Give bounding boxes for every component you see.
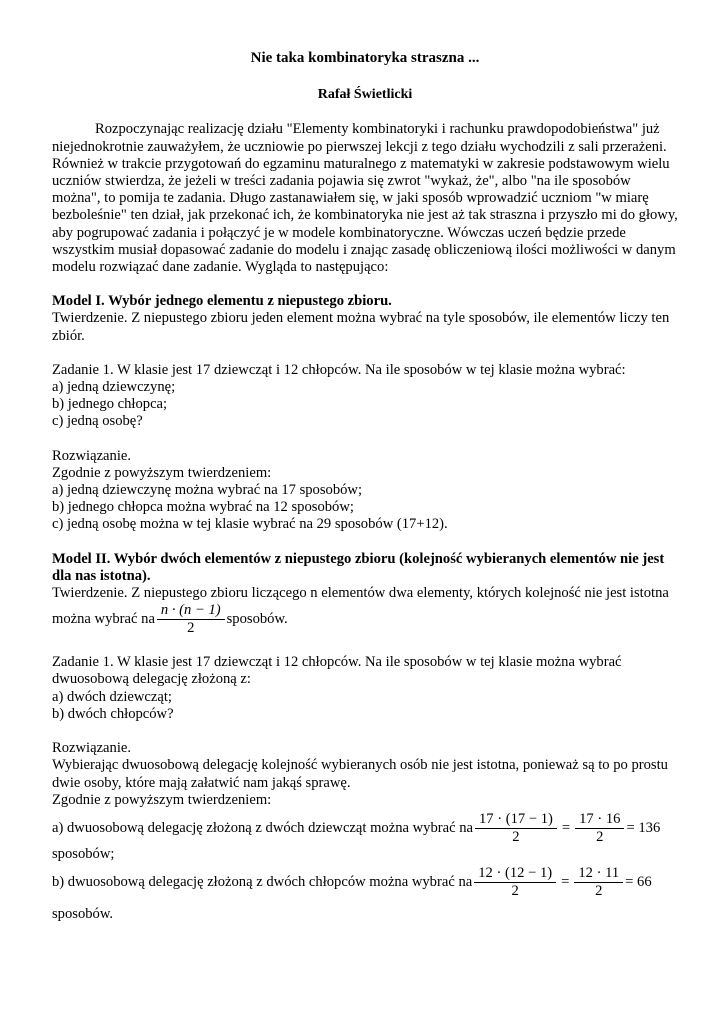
denominator: 2 [512,828,520,845]
model2-solution-a-result: = 136 [626,819,661,836]
model2-solution-a-fraction-1 [475,811,557,846]
model2-task-a: a) dwóch dziewcząt; [52,688,172,705]
numerator: 17 · 16 [575,811,624,829]
model2-solution-b-fraction-2 [574,865,623,900]
intro-paragraph: Rozpoczynając realizację działu "Elementy kombinatoryki i rachunku prawdopodobieństwa" już niejednokrotnie zauważyłem, że uczniowie po pierwszej lekcji z tego działu wychodzili z sali przerażeni. Również w trakcie przygotowań do egzaminu maturalnego z matematyki w zakresie podstawowym wielu uczniów stwierdza, że jeżeli w treści zadania pojawia się zwrot "wykaż, że", albo "na ile sposobów można", to pomija te zadania. Długo zastanawiałem się, w jaki sposób wprowadzić uczniom "w miarę bezboleśnie" ten dział, jak przekonać ich, że kombinatoryka nie jest aż tak straszna i przyszło mi do głowy, aby pogrupować zadania i połączyć je w modele kombinatoryczne. Wówczas uczeń będzie przede wszystkim musiał dopasować zadanie do modelu i znając zasadę obliczeniową ilości możliwości w danym modelu rozwiązać dane zadanie. Wygląda to następująco: [52,121,678,276]
numerator: 17 · (17 − 1) [475,811,557,829]
model2-formula-denominator: 2 [187,620,195,637]
model2-theorem-prefix: można wybrać na [52,611,155,628]
model2-solution-b-ways: sposobów. [52,906,114,923]
model1-heading: Model I. Wybór jednego elementu z niepustego zbioru. [52,293,392,310]
numerator: 12 · (12 − 1) [474,865,556,883]
model1-solution-label: Rozwiązanie. [52,447,132,464]
document-page [52,50,678,923]
model2-solution-a-ways: sposobów; [52,845,115,862]
denominator: 2 [595,883,603,900]
model1-solution-a: a) jedną dziewczynę można wybrać na 17 sposobów; [52,482,363,499]
model2-task-b: b) dwóch chłopców? [52,705,174,722]
model2-theorem-suffix: sposobów. [226,611,288,628]
model2-according: Zgodnie z powyższym twierdzeniem: [52,791,272,808]
denominator: 2 [596,828,604,845]
model2-solution-a-fraction-2 [575,811,624,846]
model2-explanation: Wybierając dwuosobową delegację kolejność wybieranych osób nie jest istotna, ponieważ są to po prostu dwie osoby, które mają załatwić nam jakąś sprawę. [52,757,668,791]
model1-according: Zgodnie z powyższym twierdzeniem: [52,464,272,481]
model1-solution-c: c) jedną osobę można w tej klasie wybrać na 29 sposobów (17+12). [52,516,448,533]
model2-formula-fraction [157,602,225,637]
model2-solution-label: Rozwiązanie. [52,740,132,757]
denominator: 2 [511,883,519,900]
model2-theorem-formula-line [52,602,678,637]
document-title: Nie taka kombinatoryka straszna ... [250,50,480,66]
model2-solution-b-line [52,865,678,900]
model2-formula-numerator: n · (n − 1) [157,602,225,620]
model1-task: Zadanie 1. W klasie jest 17 dziewcząt i 12 chłopców. Na ile sposobów w tej klasie można wybrać: [52,361,626,378]
model1-solution-b: b) jednego chłopca można wybrać na 12 sposobów; [52,499,354,516]
model1-task-a: a) jedną dziewczynę; [52,379,176,396]
model2-solution-b-fraction-1 [474,865,556,900]
model2-solution-b-text: b) dwuosobową delegację złożoną z dwóch chłopców można wybrać na [52,874,473,890]
model2-theorem: Twierdzenie. Z niepustego zbioru liczącego n elementów dwa elementy, których kolejność nie jest istotna [52,585,669,602]
document-author: Rafał Świetlicki [317,87,413,103]
model2-solution-a-line [52,811,678,846]
model2-heading: Model II. Wybór dwóch elementów z niepustego zbioru (kolejność wybieranych elementów nie jest dla nas istotna). [52,550,665,584]
model2-solution-a-text: a) dwuosobową delegację złożoną z dwóch dziewcząt można wybrać na [52,819,473,836]
model1-task-c: c) jedną osobę? [52,413,143,430]
model1-theorem: Twierdzenie. Z niepustego zbioru jeden element można wybrać na tyle sposobów, ile elementów liczy ten zbiór. [52,310,670,344]
numerator: 12 · 11 [574,865,623,883]
model2-solution-b-result: = 66 [625,874,652,890]
model2-task: Zadanie 1. W klasie jest 17 dziewcząt i 12 chłopców. Na ile sposobów w tej klasie można wybrać dwuosobową delegację złożoną z: [52,654,622,688]
equals-sign: = [561,819,571,836]
model1-task-b: b) jednego chłopca; [52,396,168,413]
equals-sign: = [561,874,570,890]
